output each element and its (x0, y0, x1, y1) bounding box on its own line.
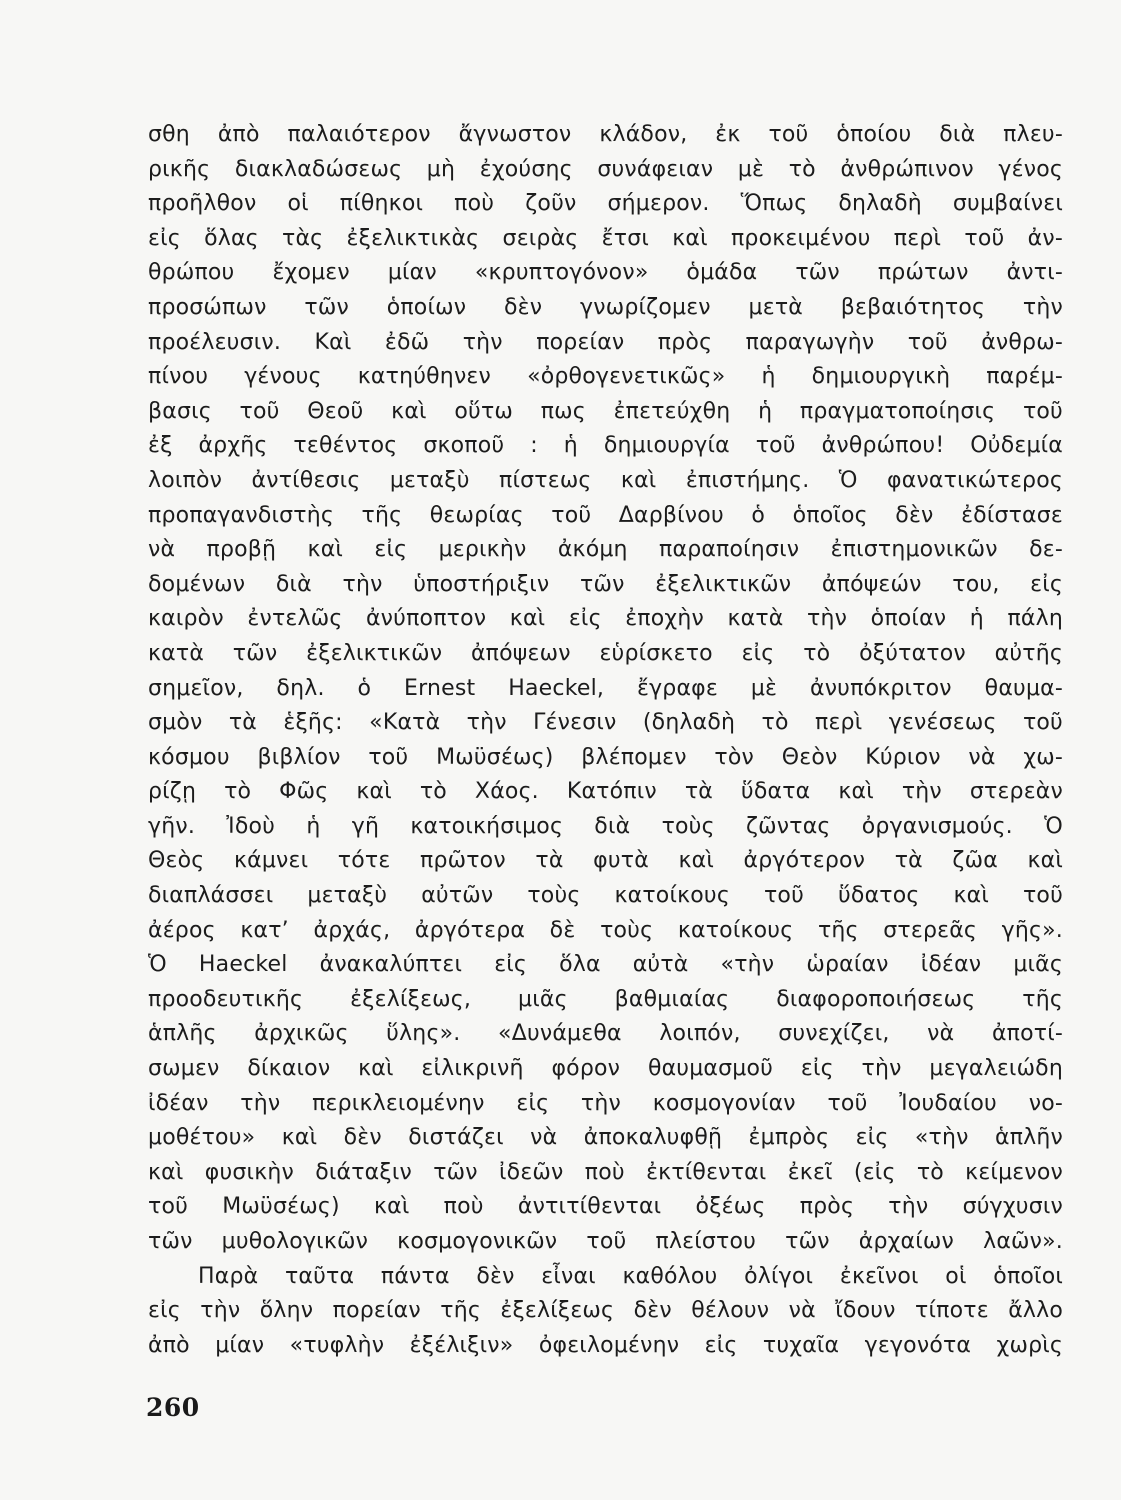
page-number: 260 (146, 1393, 200, 1422)
text-line: κατὰ τῶν ἐξελικτικῶν ἀπόψεων εὑρίσκετο εἰς τὸ ὀξύτατον αὐτῆς (148, 640, 1063, 666)
text-line: σωμεν δίκαιον καὶ εἰλικρινῆ φόρον θαυμασμοῦ εἰς τὴν μεγαλειώδη (148, 1056, 1063, 1082)
text-line: διαπλάσσει μεταξὺ αὐτῶν τοὺς κατοίκους τοῦ ὕδατος καὶ τοῦ (148, 883, 1063, 909)
text-line: προῆλθον οἱ πίθηκοι ποὺ ζοῦν σήμερον. Ὅπως δηλαδὴ συμβαίνει (148, 191, 1063, 217)
text-line: σημεῖον, δηλ. ὁ Ernest Haeckel, ἔγραφε μὲ ἀνυπόκριτον θαυμα- (148, 675, 1063, 701)
text-line: ἰδέαν τὴν περικλειομένην εἰς τὴν κοσμογονίαν τοῦ Ἰουδαίου νο- (148, 1090, 1063, 1116)
text-line: κόσμου βιβλίον τοῦ Μωϋσέως) βλέπομεν τὸν Θεὸν Κύριον νὰ χω- (148, 744, 1063, 770)
body-text (148, 118, 1063, 1363)
text-line: Θεὸς κάμνει τότε πρῶτον τὰ φυτὰ καὶ ἀργότερον τὰ ζῶα καὶ (148, 848, 1063, 874)
text-line: βασις τοῦ Θεοῦ καὶ οὕτω πως ἐπετεύχθη ἡ πραγματοποίησις τοῦ (148, 398, 1063, 424)
text-line: τοῦ Μωϋσέως) καὶ ποὺ ἀντιτίθενται ὀξέως πρὸς τὴν σύγχυσιν (148, 1194, 1063, 1220)
text-line: προσώπων τῶν ὁποίων δὲν γνωρίζομεν μετὰ βεβαιότητος τὴν (148, 294, 1063, 320)
text-line: ἀέρος κατ’ ἀρχάς, ἀργότερα δὲ τοὺς κατοίκους τῆς στερεᾶς γῆς». (148, 917, 1063, 943)
text-line: Παρὰ ταῦτα πάντα δὲν εἶναι καθόλου ὀλίγοι ἐκεῖνοι οἱ ὁποῖοι (198, 1263, 1063, 1289)
text-line: τῶν μυθολογικῶν κοσμογονικῶν τοῦ πλείστου τῶν ἀρχαίων λαῶν». (148, 1229, 1063, 1254)
text-line: γῆν. Ἰδοὺ ἡ γῆ κατοικήσιμος διὰ τοὺς ζῶντας ὀργανισμούς. Ὁ (148, 813, 1063, 839)
text-line: προέλευσιν. Καὶ ἐδῶ τὴν πορείαν πρὸς παραγωγὴν τοῦ ἀνθρω- (148, 329, 1063, 355)
text-line: εἰς ὅλας τὰς ἐξελικτικὰς σειρὰς ἔτσι καὶ προκειμένου περὶ τοῦ ἀν- (148, 225, 1063, 251)
text-line: καὶ φυσικὴν διάταξιν τῶν ἰδεῶν ποὺ ἐκτίθενται ἐκεῖ (εἰς τὸ κείμενον (148, 1159, 1063, 1185)
text-line: ρίζῃ τὸ Φῶς καὶ τὸ Χάος. Κατόπιν τὰ ὕδατα καὶ τὴν στερεὰν (148, 779, 1063, 805)
text-line: σθη ἀπὸ παλαιότερον ἄγνωστον κλάδον, ἐκ τοῦ ὁποίου διὰ πλευ- (148, 122, 1063, 147)
text-line: καιρὸν ἐντελῶς ἀνύποπτον καὶ εἰς ἐποχὴν κατὰ τὴν ὁποίαν ἡ πάλη (148, 606, 1063, 632)
text-line: θρώπου ἔχομεν μίαν «κρυπτογόνον» ὁμάδα τῶν πρώτων ἀντι- (148, 260, 1063, 286)
text-line: ἁπλῆς ἀρχικῶς ὕλης». «Δυνάμεθα λοιπόν, συνεχίζει, νὰ ἀποτί- (148, 1021, 1063, 1047)
text-line: ἐξ ἀρχῆς τεθέντος σκοποῦ : ἡ δημιουργία τοῦ ἀνθρώπου! Οὐδεμία (148, 433, 1063, 459)
text-line: ρικῆς διακλαδώσεως μὴ ἐχούσης συνάφειαν μὲ τὸ ἀνθρώπινον γένος (148, 156, 1063, 182)
text-line: πίνου γένους κατηύθηνεν «ὀρθογενετικῶς» ἡ δημιουργικὴ παρέμ- (148, 364, 1063, 390)
text-line: νὰ προβῇ καὶ εἰς μερικὴν ἀκόμη παραποίησιν ἐπιστημονικῶν δε- (148, 537, 1063, 563)
text-line: μοθέτου» καὶ δὲν διστάζει νὰ ἀποκαλυφθῇ ἐμπρὸς εἰς «τὴν ἁπλῆν (148, 1125, 1063, 1151)
text-line: σμὸν τὰ ἑξῆς: «Κατὰ τὴν Γένεσιν (δηλαδὴ τὸ περὶ γενέσεως τοῦ (148, 710, 1063, 736)
text-line: δομένων διὰ τὴν ὑποστήριξιν τῶν ἐξελικτικῶν ἀπόψεών του, εἰς (148, 571, 1063, 597)
text-line: Ὁ Haeckel ἀνακαλύπτει εἰς ὅλα αὐτὰ «τὴν ὡραίαν ἰδέαν μιᾶς (148, 952, 1063, 978)
text-line: προοδευτικῆς ἐξελίξεως, μιᾶς βαθμιαίας διαφοροποιήσεως τῆς (148, 986, 1063, 1012)
text-line: ἀπὸ μίαν «τυφλὴν ἐξέλιξιν» ὀφειλομένην εἰς τυχαῖα γεγονότα χωρὶς (148, 1332, 1063, 1358)
text-line: προπαγανδιστὴς τῆς θεωρίας τοῦ Δαρβίνου ὁ ὁποῖος δὲν ἐδίστασε (148, 502, 1063, 528)
text-line: λοιπὸν ἀντίθεσις μεταξὺ πίστεως καὶ ἐπιστήμης. Ὁ φανατικώτερος (148, 467, 1063, 493)
text-line: εἰς τὴν ὅλην πορείαν τῆς ἐξελίξεως δὲν θέλουν νὰ ἴδουν τίποτε ἄλλο (148, 1298, 1063, 1324)
